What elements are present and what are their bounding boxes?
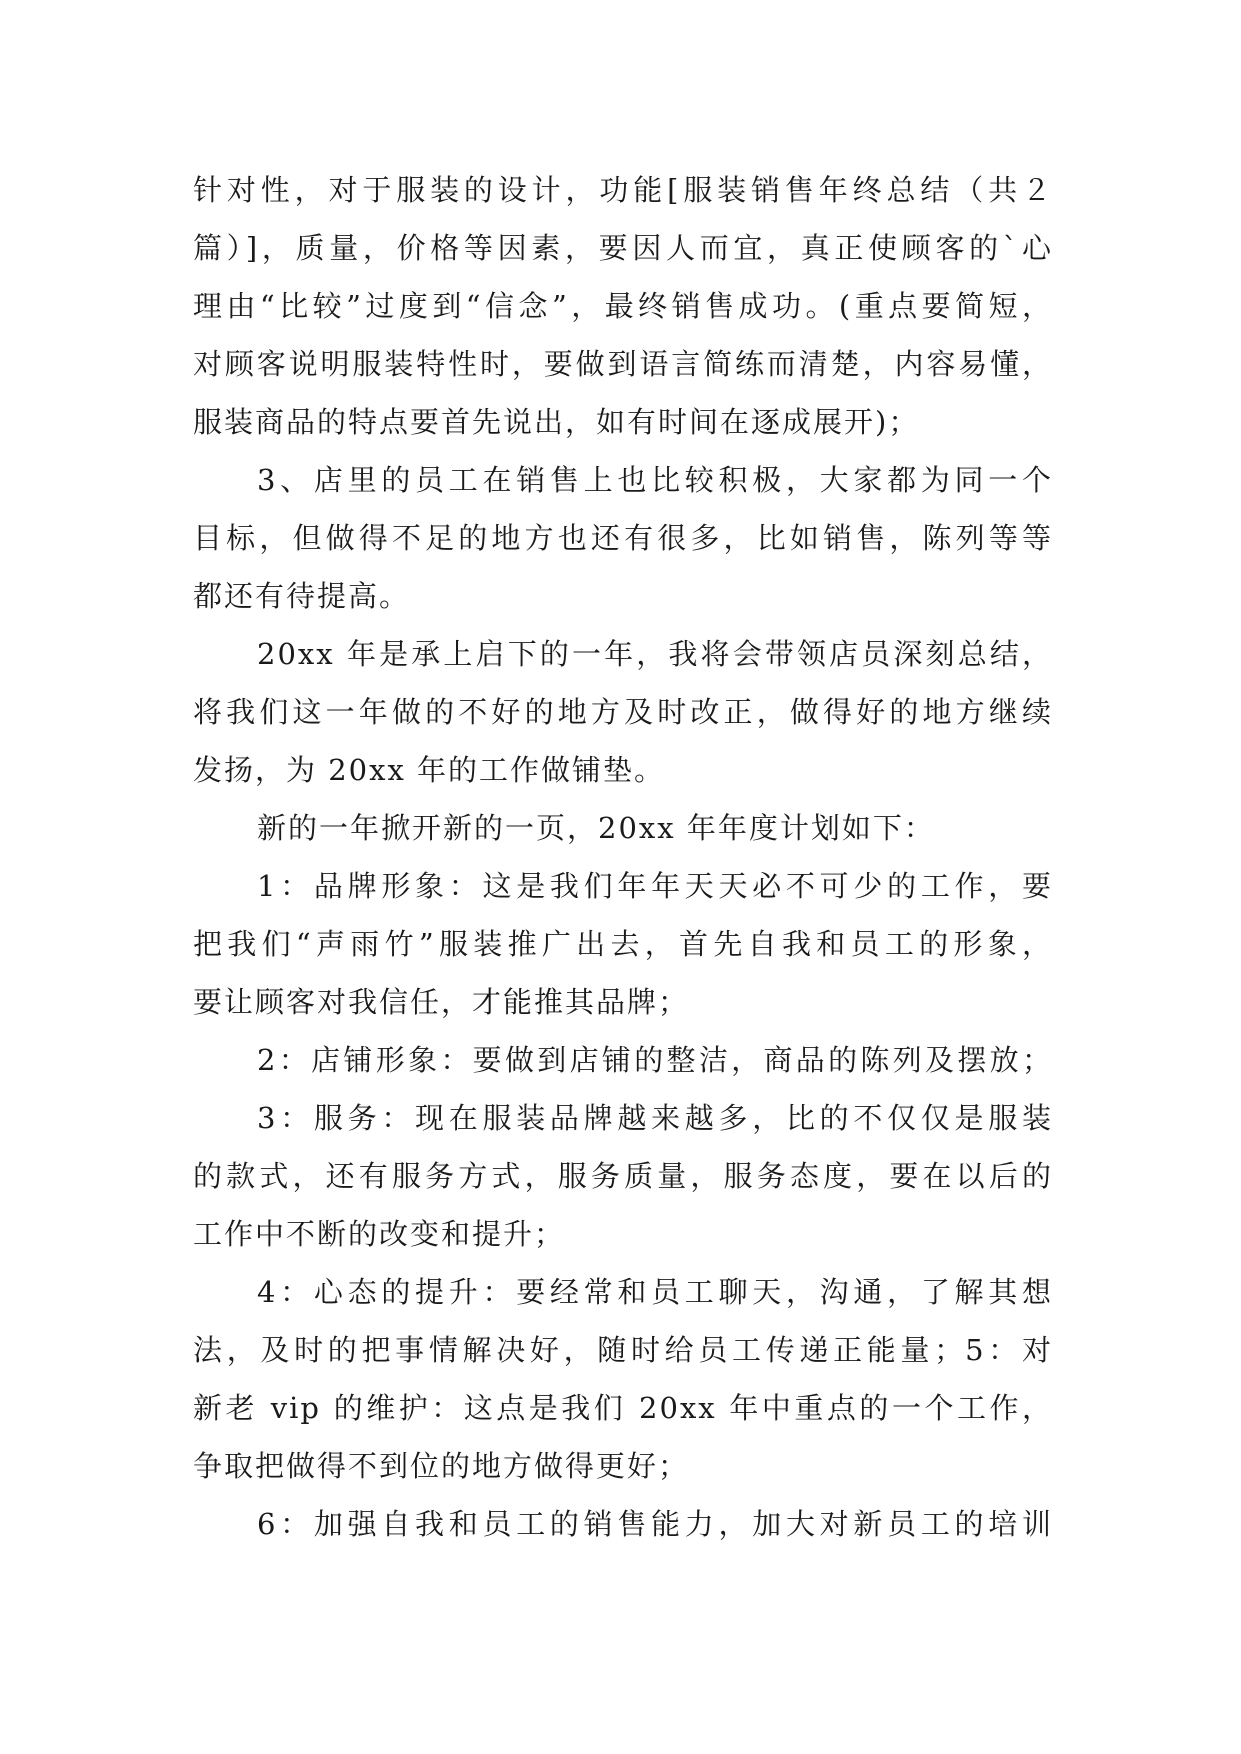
text-line: 将我们这一年做的不好的地方及时改正，做得好的地方继续 [193, 695, 1053, 729]
text-line: 4：心态的提升：要经常和员工聊天，沟通，了解其想 [257, 1275, 1053, 1309]
text-line: 目标，但做得不足的地方也还有很多，比如销售，陈列等等 [193, 521, 1053, 555]
text-line: 篇）]，质量，价格等因素，要因人而宜，真正使顾客的`心 [193, 231, 1053, 265]
text-line: 6：加强自我和员工的销售能力，加大对新员工的培训 [257, 1507, 1053, 1541]
text-line: 新的一年掀开新的一页，20xx 年年度计划如下： [257, 811, 935, 845]
text-line: 20xx 年是承上启下的一年，我将会带领店员深刻总结， [257, 637, 1053, 671]
text-line: 工作中不断的改变和提升； [193, 1217, 566, 1251]
text-line: 争取把做得不到位的地方做得更好； [193, 1449, 690, 1483]
text-line: 的款式，还有服务方式，服务质量，服务态度，要在以后的 [193, 1159, 1053, 1193]
text-line: 2：店铺形象：要做到店铺的整洁，商品的陈列及摆放； [257, 1043, 1053, 1077]
text-line: 都还有待提高。 [193, 579, 411, 613]
text-line: 服装商品的特点要首先说出，如有时间在逐成展开)； [193, 405, 920, 439]
text-line: 3、店里的员工在销售上也比较积极，大家都为同一个 [257, 463, 1053, 497]
text-line: 对顾客说明服装特性时，要做到语言简练而清楚，内容易懂， [193, 347, 1053, 381]
document-body [193, 161, 1053, 1553]
text-line: 新老 vip 的维护：这点是我们 20xx 年中重点的一个工作， [193, 1391, 1053, 1425]
text-line: 3：服务：现在服装品牌越来越多，比的不仅仅是服装 [257, 1101, 1053, 1135]
text-line: 要让顾客对我信任，才能推其品牌； [193, 985, 690, 1019]
text-line: 理由“比较”过度到“信念”，最终销售成功。(重点要简短， [193, 289, 1053, 323]
text-line: 把我们“声雨竹”服装推广出去，首先自我和员工的形象， [193, 927, 1053, 961]
text-line: 针对性，对于服装的设计，功能[服装销售年终总结（共２ [193, 173, 1053, 207]
text-line: 发扬，为 20xx 年的工作做铺垫。 [193, 753, 666, 787]
text-line: 1：品牌形象：这是我们年年天天必不可少的工作，要 [257, 869, 1053, 903]
text-line: 法，及时的把事情解决好，随时给员工传递正能量；5：对 [193, 1333, 1053, 1367]
